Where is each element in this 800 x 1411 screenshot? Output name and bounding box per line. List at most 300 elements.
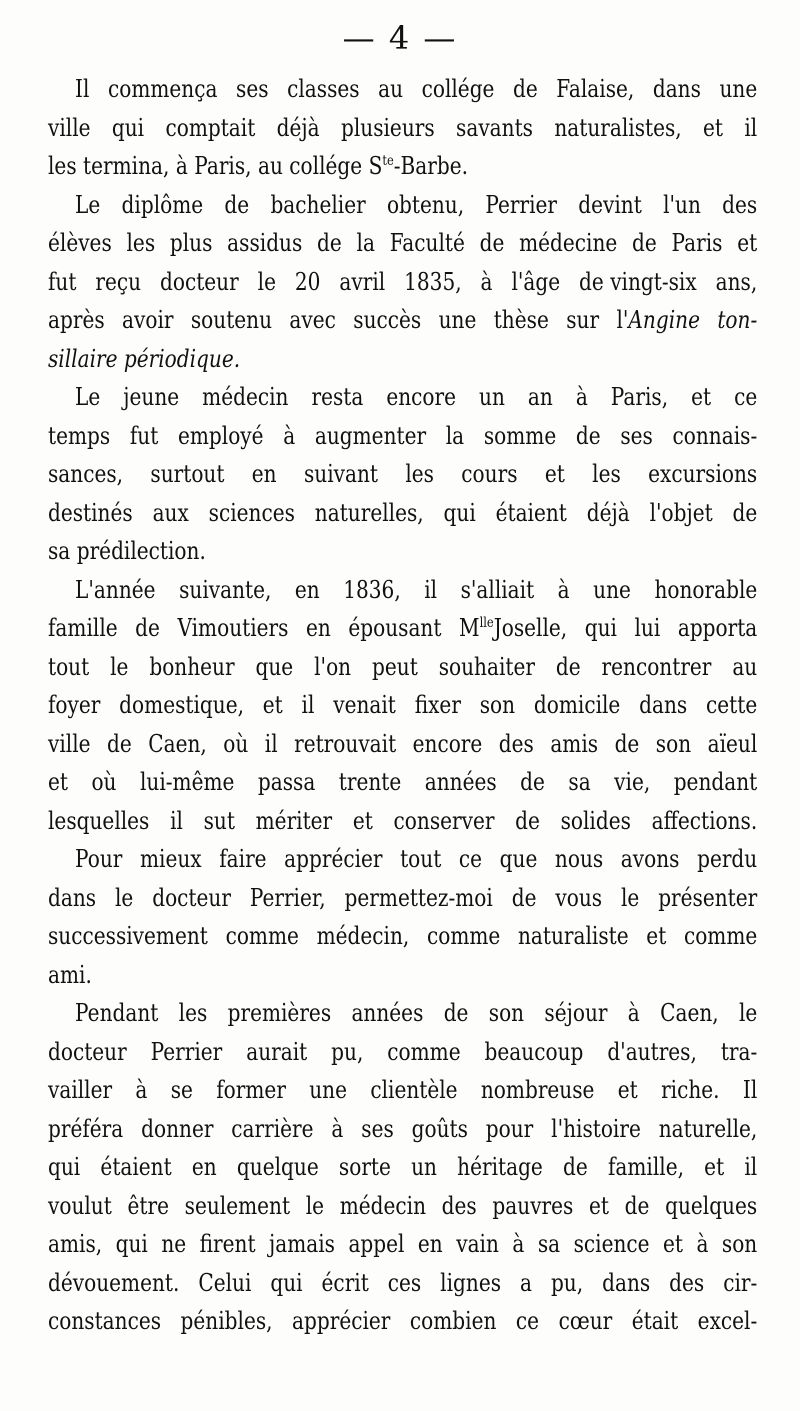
word: famille, [607, 1152, 684, 1181]
word: Caen, [660, 998, 719, 1027]
word: firent [199, 1229, 256, 1258]
word: L'année [75, 574, 156, 604]
word: aux [152, 497, 189, 527]
word: suivante, [179, 574, 272, 604]
word: médecin [339, 1190, 427, 1220]
word: comme [225, 921, 299, 950]
word: le [620, 882, 640, 912]
word: affections. [651, 805, 758, 835]
word: sciences [208, 497, 295, 527]
word: au [378, 74, 404, 103]
word: des [441, 1190, 477, 1220]
word: et [544, 459, 565, 488]
word: a [519, 1267, 532, 1297]
word: des [722, 189, 758, 219]
paragraph [48, 994, 758, 1341]
word: science [573, 1229, 650, 1258]
word: à [512, 1229, 525, 1258]
word: épousant [348, 613, 442, 642]
word: ville [48, 112, 91, 142]
word: excel- [697, 1306, 758, 1335]
paragraph [48, 378, 758, 571]
word: riche. [661, 1075, 720, 1104]
word: écrit [321, 1267, 369, 1297]
word: au [257, 151, 283, 180]
word: encore [412, 728, 483, 758]
word: médecin [202, 382, 289, 411]
word: famille [48, 613, 118, 642]
word: sa [537, 1229, 561, 1258]
word: carrière [231, 1113, 314, 1143]
word: le [114, 882, 134, 912]
text-line [48, 263, 757, 302]
word: lesquelles [48, 805, 150, 835]
word: avons [620, 844, 680, 873]
word: ces [387, 1267, 422, 1297]
text-line [48, 917, 757, 956]
text-line [48, 1264, 757, 1303]
word: sur [566, 305, 600, 334]
word: Caen, [148, 728, 207, 758]
word: de [520, 767, 545, 796]
word: aïeul [707, 728, 758, 758]
word: son [655, 728, 692, 758]
text-line [48, 956, 757, 995]
word: qui [584, 613, 617, 642]
word: assidus [227, 228, 303, 257]
paragraph [48, 70, 758, 186]
word: nombreuse [480, 1075, 595, 1104]
word: Pour [75, 844, 123, 873]
word: pendant [673, 767, 758, 796]
word: se [170, 1075, 193, 1104]
text-line [48, 1033, 757, 1072]
word: Paris, [194, 151, 252, 180]
word: mériter [255, 805, 333, 835]
word: pour [485, 1113, 534, 1143]
word: sa [48, 536, 71, 565]
word: en [251, 459, 277, 488]
word: et [704, 1152, 725, 1181]
word: où [223, 728, 249, 758]
word: jeune [123, 382, 180, 411]
word: une [438, 305, 477, 334]
word: succès [353, 305, 422, 334]
body-text [48, 70, 758, 1341]
word: années [424, 767, 497, 796]
word: présenter [658, 882, 758, 912]
word: s'alliait [460, 574, 535, 604]
word: que [255, 651, 294, 681]
word: à [575, 382, 588, 411]
word: honorable [654, 574, 758, 604]
word: Il [75, 74, 90, 103]
text-line [48, 1071, 757, 1110]
word: où [91, 767, 117, 796]
word: docteur [159, 266, 239, 296]
word: la [445, 420, 465, 450]
text-line [48, 1110, 757, 1149]
word: ami. [48, 959, 92, 989]
word: il [264, 728, 278, 758]
word: de [513, 74, 538, 103]
word: qui [48, 1152, 81, 1181]
word: à [135, 1075, 148, 1104]
word: il [744, 112, 758, 142]
word: pu, [331, 1036, 364, 1066]
word: des [498, 728, 534, 758]
text-line [48, 648, 757, 687]
word: héritage [457, 1152, 543, 1181]
word: prédilection. [76, 536, 206, 565]
word: ce [734, 382, 758, 411]
word: Faculté [389, 228, 465, 257]
word: était [631, 1306, 679, 1335]
word: que [499, 844, 538, 873]
word: déjà [276, 112, 320, 142]
word: l'histoire [551, 1113, 641, 1143]
word: fut [48, 266, 77, 296]
word: goûts [411, 1113, 468, 1143]
word: la [356, 228, 375, 257]
word: de [555, 651, 581, 681]
word: savants [456, 112, 533, 142]
word: le [738, 998, 758, 1027]
word: de [107, 728, 132, 758]
word: son [479, 690, 516, 719]
word: collége [421, 74, 495, 103]
word: fut [129, 420, 159, 450]
word: voulut [48, 1190, 112, 1220]
word: de [443, 998, 469, 1027]
word: étaient [100, 1152, 172, 1181]
word: élèves [48, 228, 112, 257]
word: docteur [48, 1036, 127, 1066]
word: cours [461, 459, 518, 488]
word: appel [348, 1229, 405, 1258]
word: avoir [122, 305, 174, 334]
word: encore [386, 382, 457, 411]
word: Le [75, 382, 101, 411]
text-line [48, 802, 757, 841]
word: à [175, 151, 188, 180]
word: qui [111, 112, 145, 142]
word: un [411, 1152, 437, 1181]
word: vain [456, 1229, 499, 1258]
word: l'objet [649, 497, 713, 527]
word: excursions [648, 459, 758, 488]
word: Il [742, 1075, 758, 1104]
paragraph [48, 571, 758, 841]
text-line [48, 340, 757, 379]
word: le [305, 1190, 325, 1220]
word: en [417, 1229, 443, 1258]
word: être [127, 1190, 169, 1220]
word: de [135, 613, 160, 642]
word: avril [339, 266, 386, 296]
word: pu, [550, 1267, 584, 1297]
word: former [216, 1075, 286, 1104]
word: il [170, 805, 183, 835]
word: un [479, 382, 505, 411]
word: nous [554, 844, 604, 873]
word: et [663, 1229, 683, 1258]
word: de [732, 497, 758, 527]
text-line [48, 301, 757, 340]
word: resta [311, 382, 364, 411]
word: bachelier [270, 189, 366, 219]
word: an [527, 382, 553, 411]
word: dévouement. [48, 1267, 180, 1297]
word: en [294, 574, 320, 604]
word: Perrier [485, 189, 558, 219]
word: cette [706, 690, 758, 719]
word: et [48, 767, 68, 796]
word: quelques [665, 1190, 758, 1220]
text-line [48, 1302, 757, 1341]
word: qui [270, 1267, 303, 1297]
word: de [632, 228, 657, 257]
word: comme [683, 921, 758, 950]
word: thèse [493, 305, 549, 334]
word: -Barbe. [393, 151, 469, 180]
word: préféra [48, 1113, 124, 1143]
word: une [719, 74, 758, 103]
word: peut [372, 651, 418, 681]
word: Perrier, [249, 882, 326, 912]
page-number: — 4 — [342, 19, 458, 57]
word: naturaliste [517, 921, 629, 950]
word: et [737, 228, 758, 257]
text-line [48, 455, 757, 494]
word: foyer [48, 690, 101, 719]
text-line [48, 609, 757, 648]
word: d'autres, [607, 1036, 697, 1066]
word: ce [515, 1306, 540, 1335]
word: cœur [558, 1306, 613, 1335]
word: souhaiter [438, 651, 535, 681]
word: lui-même [139, 767, 235, 796]
word: séjour [544, 998, 608, 1027]
text-line [48, 686, 757, 725]
word: amis [550, 728, 599, 758]
word: rencontrer [601, 651, 712, 681]
word: de vingt-six [579, 266, 697, 296]
text-line [48, 417, 757, 456]
word: avec [289, 305, 336, 334]
word: connais- [672, 420, 758, 450]
text-line [48, 725, 757, 764]
word: venait [333, 690, 396, 719]
word: jamais [269, 1229, 335, 1258]
word: apprécier [292, 1306, 391, 1335]
text-line [48, 147, 757, 186]
word: Le [75, 189, 101, 219]
word: les [126, 228, 156, 257]
word: sorte [338, 1152, 391, 1181]
word: Joselle, [493, 613, 568, 642]
word: cir- [723, 1267, 758, 1297]
word: et [352, 805, 373, 835]
word: ses [361, 1113, 394, 1143]
word: quelque [236, 1152, 319, 1181]
word: dans [652, 74, 701, 103]
word: à [480, 266, 493, 296]
word: somme [483, 420, 557, 450]
word: et [646, 921, 667, 950]
word: temps [48, 420, 111, 450]
word: en [191, 1152, 217, 1181]
word: employé [177, 420, 264, 450]
word: ton- [717, 305, 758, 334]
word: ne [161, 1229, 187, 1258]
word: Pendant [75, 998, 159, 1027]
word: dans [602, 1267, 651, 1297]
word: l'âge [511, 266, 561, 296]
word: lui [634, 613, 661, 642]
word: apprécier [284, 844, 383, 873]
word: constances [48, 1306, 162, 1335]
word: docteur [152, 882, 231, 912]
word: obtenu, [386, 189, 465, 219]
word: tout [48, 651, 90, 681]
word: augmenter [314, 420, 427, 450]
word: Paris [671, 228, 723, 257]
word: l'un [663, 189, 701, 219]
word: de [575, 420, 601, 450]
word: périodique. [123, 343, 241, 373]
word: passa [257, 767, 316, 796]
word: vailler [48, 1075, 113, 1104]
word: fixer [414, 690, 461, 719]
word: de [624, 1190, 650, 1220]
word: devint [578, 189, 642, 219]
word: et [262, 690, 283, 719]
word: après [48, 305, 105, 334]
word: à [283, 420, 296, 450]
word: reçu [95, 266, 142, 296]
word: premières [227, 998, 332, 1027]
text-line [48, 879, 757, 918]
word: ans, [715, 266, 758, 296]
word: mieux [139, 844, 202, 873]
word-italic: Angine [628, 305, 700, 334]
word: soutenu [190, 305, 273, 334]
word: domestique, [119, 690, 244, 719]
word: ses [236, 74, 269, 103]
word: au [732, 651, 758, 681]
word: lignes [440, 1267, 502, 1297]
word: ce [458, 844, 483, 873]
word: il [424, 574, 438, 604]
word: 20 [294, 266, 321, 296]
word: ses [620, 420, 653, 450]
word: surtout [150, 459, 225, 488]
word: à [557, 574, 570, 604]
word: combien [409, 1306, 497, 1335]
text-line [48, 571, 757, 610]
word: le [257, 266, 276, 296]
word: naturalistes, [554, 112, 682, 142]
word: perdu [697, 844, 758, 873]
text-line [48, 378, 757, 417]
word: conserver [393, 805, 495, 835]
text-line [48, 109, 757, 148]
word: sut [203, 805, 235, 835]
word: de [563, 1152, 588, 1181]
word: 1835, [404, 266, 462, 296]
word: vous [555, 882, 603, 912]
word [616, 301, 700, 340]
text-line [48, 1148, 757, 1187]
word: Celui [198, 1267, 252, 1297]
word: Perrier [150, 1036, 223, 1066]
word: de [614, 728, 640, 758]
word: sa [568, 767, 591, 796]
word: sillaire [48, 343, 118, 373]
word: années [351, 998, 424, 1027]
word: comme [426, 921, 501, 950]
word: $M^{lle}Joselle$, [458, 613, 568, 642]
word: successivement [48, 921, 208, 950]
word: les [48, 151, 77, 180]
word: 1836, [343, 574, 401, 604]
word: sances, [48, 459, 124, 488]
word: pauvres [492, 1190, 574, 1220]
text-line [48, 70, 757, 109]
word: destinés [48, 497, 133, 527]
word: domicile [533, 690, 621, 719]
word: tra- [720, 1036, 758, 1066]
word: bonheur [149, 651, 235, 681]
text-line [48, 1187, 757, 1226]
paragraph [48, 840, 758, 994]
word: de [511, 882, 537, 912]
word: seulement [184, 1190, 291, 1220]
word: l'on [314, 651, 352, 681]
word: les [178, 998, 208, 1027]
superscript: te [382, 152, 394, 169]
word: Paris, [610, 382, 669, 411]
text-line [48, 186, 757, 225]
word: aurait [246, 1036, 308, 1066]
word: tout [400, 844, 442, 873]
word: de [317, 228, 342, 257]
word: comme [387, 1036, 461, 1066]
word: à [627, 998, 640, 1027]
word: dans [48, 882, 97, 912]
word-prefix: l' [616, 305, 629, 334]
paragraph [48, 186, 758, 379]
word: apporta [677, 613, 758, 642]
text-line [48, 224, 757, 263]
word: pénibles, [180, 1306, 273, 1335]
word: permettez-moi [344, 882, 493, 912]
word: de [479, 228, 505, 257]
word: son [488, 998, 525, 1027]
text-line [48, 532, 757, 571]
word: beaucoup [484, 1036, 584, 1066]
word: plusieurs [340, 112, 435, 142]
word: diplôme [121, 189, 204, 219]
word: et [589, 1190, 609, 1220]
word: qui [115, 1229, 148, 1258]
text-line [48, 994, 757, 1033]
word: une [593, 574, 631, 604]
word: le [110, 651, 129, 681]
text-line [48, 1225, 757, 1264]
word: naturelles, [314, 497, 424, 527]
